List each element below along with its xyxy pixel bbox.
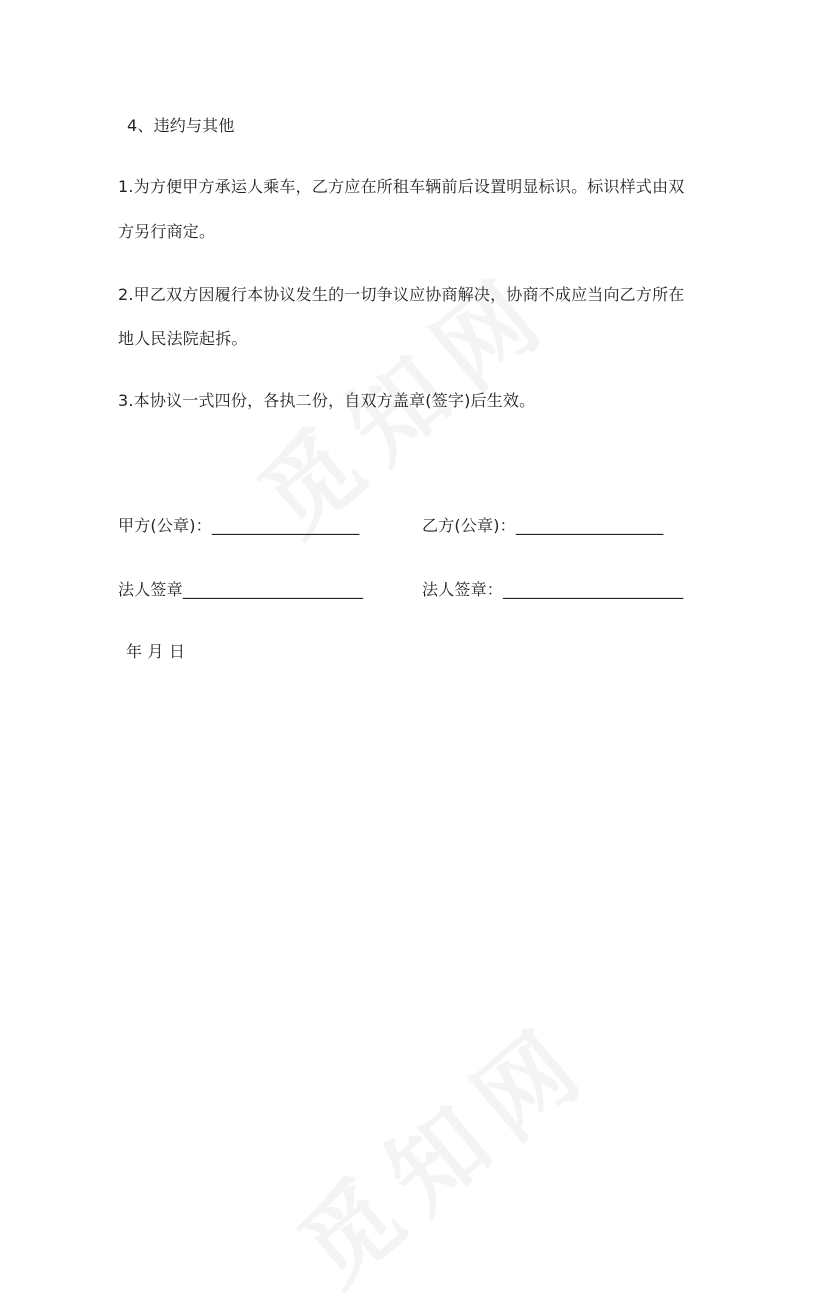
party-a-seal-line: 甲方(公章)：__________________ <box>118 516 360 535</box>
watermark-bottom <box>266 986 616 1311</box>
party-a-legal-line: 法人签章______________________ <box>118 580 364 599</box>
party-b-legal-line: 法人签章：______________________ <box>422 580 684 599</box>
date-line: 年 月 日 <box>126 642 186 661</box>
clause-3-line-1: 3.本协议一式四份，各执二份，自双方盖章(签字)后生效。 <box>118 391 536 410</box>
section-heading: 4、违约与其他 <box>127 116 235 135</box>
clause-2-line-1: 2.甲乙双方因履行本协议发生的一切争议应协商解决，协商不成应当向乙方所在 <box>118 285 685 304</box>
party-b-seal-line: 乙方(公章)：__________________ <box>422 516 664 535</box>
clause-1-line-2: 方另行商定。 <box>118 222 216 241</box>
clause-2-line-2: 地人民法院起拆。 <box>118 329 248 348</box>
clause-1-line-1: 1.为方便甲方承运人乘车，乙方应在所租车辆前后设置明显标识。标识样式由双 <box>118 177 685 196</box>
